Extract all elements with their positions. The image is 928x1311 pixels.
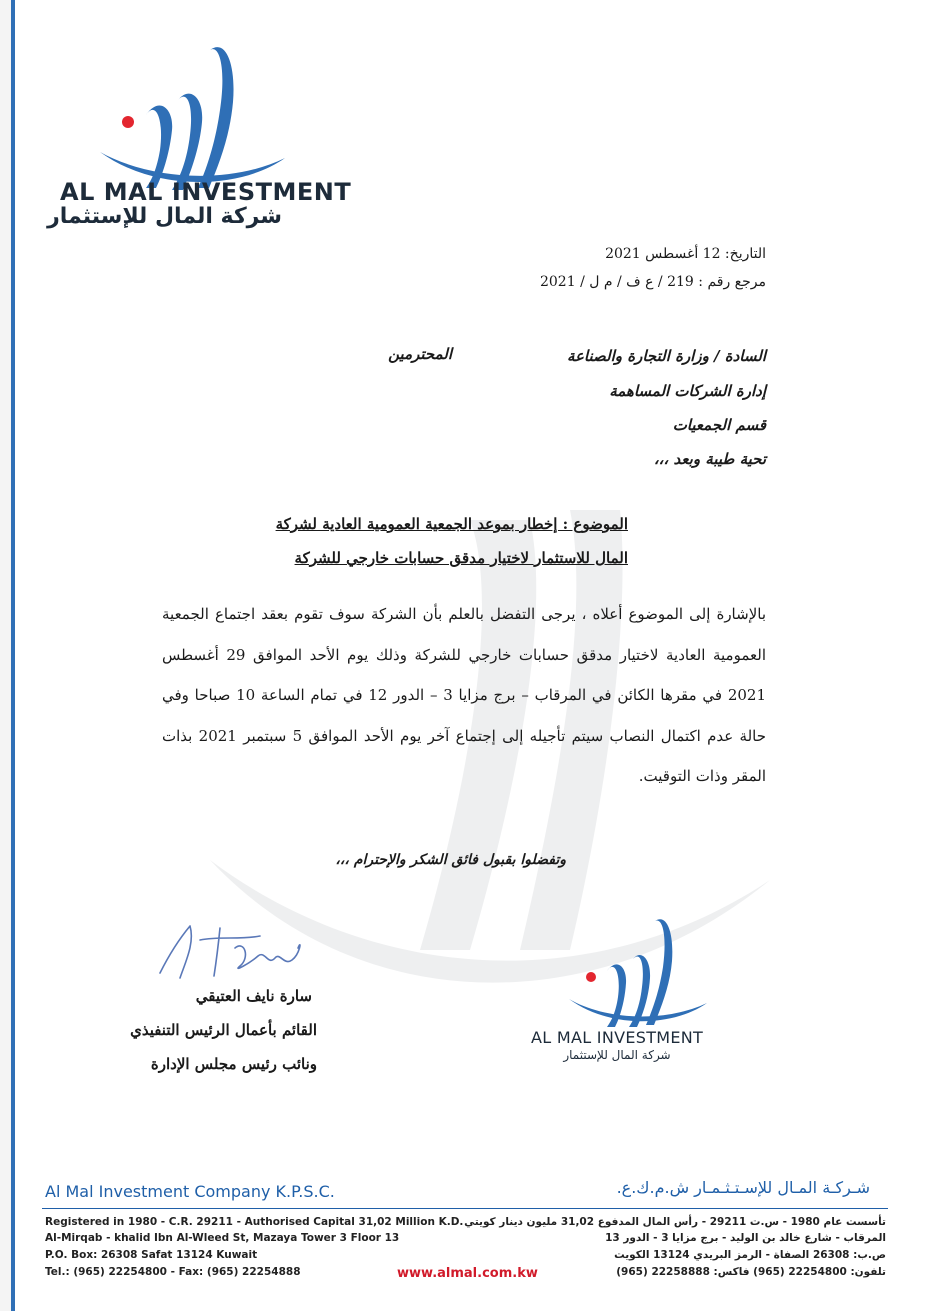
handwritten-signature — [150, 918, 320, 986]
letter-body: بالإشارة إلى الموضوع أعلاه ، يرجى التفضل بالعلم بأن الشركة سوف تقوم بعقد اجتماع الجمعية العمومية العادية لاختيار مدقق حسابات خارجي للشركة وذلك يوم الأحد الموافق 29 أغسطس 2021 في مقرها الكائن في المرقاب – برج مزايا 3 – الدور 12 في تمام الساعة 10 صباحا وفي حالة عدم اكتمال النصاب سيتم تأجيله إلى إجتماع آخر يوم الأحد الموافق 5 سبتمبر 2021 بذات المقر وذات التوقيت. — [162, 605, 766, 785]
footer-en-line: Registered in 1980 - C.R. 29211 - Authorised Capital 31,02 Million K.D. — [45, 1216, 464, 1228]
signatory-title1: القائم بأعمال الرئيس التنفيذي — [130, 1021, 317, 1039]
subject-line1: الموضوع : إخطار بموعد الجمعية العمومية العادية لشركة — [275, 515, 628, 533]
closing-line: وتفضلوا بقبول فائق الشكر والإحترام ،،، — [335, 852, 566, 868]
footer-ar-line: المرقاب - شارع خالد بن الوليد - برج مزايا 3 - الدور 13 — [605, 1232, 886, 1244]
footer-company-ar: شـركـة المـال للإسـتـثـمـار ش.م.ك.ع. — [616, 1178, 870, 1197]
footer-ar-line: تأسست عام 1980 - س.ت 29211 - رأس المال المدفوع 31,02 مليون دينار كويتي — [464, 1216, 886, 1228]
footer-en-line: P.O. Box: 26308 Safat 13124 Kuwait — [45, 1249, 258, 1261]
brand-side-bar — [11, 0, 15, 1311]
footer-en-line: Al-Mirqab - khalid Ibn Al-Wleed St, Mazaya Tower 3 Floor 13 — [45, 1232, 400, 1244]
letter-reference: مرجع رقم : 219 / ع ف / م ل / 2021 — [539, 274, 766, 290]
footer-company-en: Al Mal Investment Company K.P.S.C. — [45, 1182, 335, 1201]
stamp-logo-name-ar: شركة المال للإستثمار — [563, 1048, 671, 1062]
signatory-name: سارة نايف العتيقي — [195, 987, 312, 1005]
addressee-line2: إدارة الشركات المساهمة — [609, 382, 766, 400]
subject-line2: المال للاستثمار لاختيار مدقق حسابات خارجي للشركة — [294, 549, 628, 567]
letter-date: التاريخ: 12 أغسطس 2021 — [605, 246, 766, 262]
stamp-logo-name-en: AL MAL INVESTMENT — [531, 1028, 704, 1047]
footer-en-line: Tel.: (965) 22254800 - Fax: (965) 22254888 — [45, 1266, 301, 1278]
footer-divider — [42, 1208, 888, 1209]
logo-name-ar: شركة المال للإستثمار — [47, 204, 282, 229]
footer-ar-line: ص.ب: 26308 الصفاة - الرمز البريدي 13124 الكويت — [614, 1249, 886, 1261]
addressee-line1: السادة / وزارة التجارة والصناعة — [566, 347, 766, 365]
greeting: تحية طيبة وبعد ،،، — [653, 450, 766, 468]
signatory-title2: ونائب رئيس مجلس الإدارة — [150, 1055, 317, 1073]
logo-name-en: AL MAL INVESTMENT — [60, 178, 352, 206]
addressee-line3: قسم الجمعيات — [672, 416, 766, 434]
website-link[interactable]: www.almal.com.kw — [397, 1266, 538, 1281]
addressee-respected: المحترمين — [388, 345, 452, 363]
page-edge — [0, 0, 11, 1311]
footer-ar-line: تلفون: 22254800 (965) فاكس: 22258888 (965) — [616, 1266, 886, 1278]
al-mal-stamp-logo-icon — [555, 915, 715, 1040]
